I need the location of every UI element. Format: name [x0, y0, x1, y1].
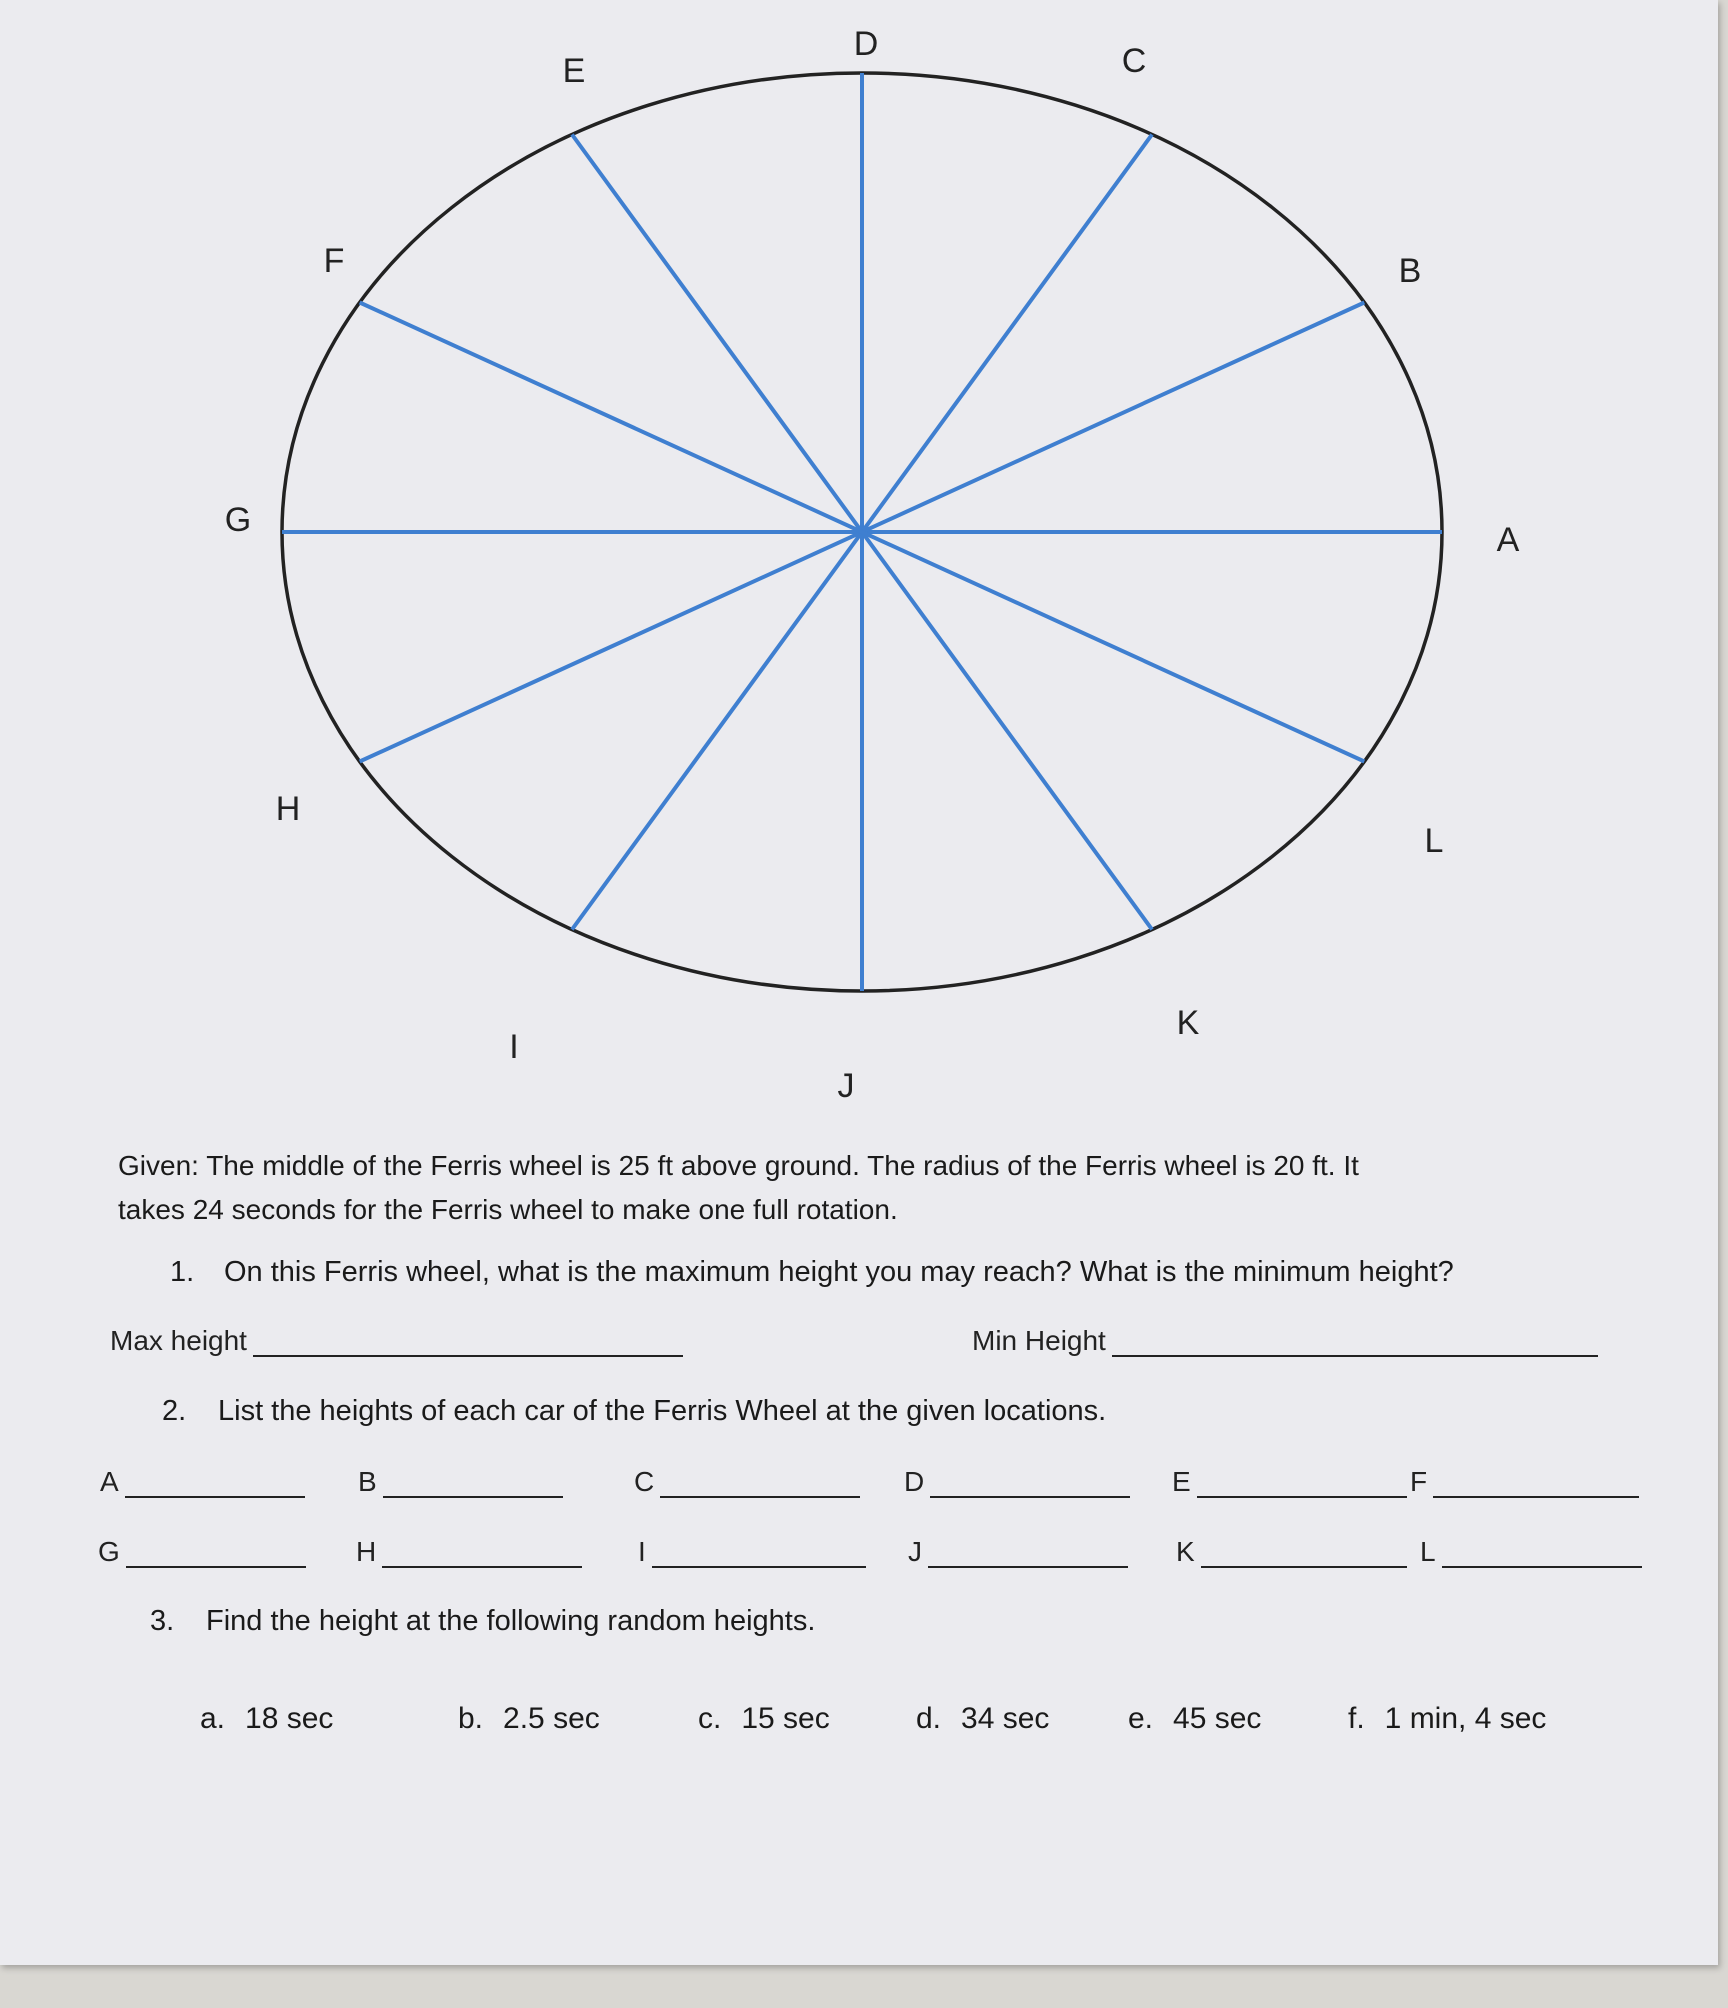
random-time-d-value: 34 sec: [961, 1702, 1050, 1735]
random-time-a: [200, 1702, 333, 1736]
random-time-f: [1348, 1702, 1546, 1736]
question-1-number: 1.: [170, 1256, 195, 1288]
blank-B: [358, 1466, 563, 1498]
blank-label-K: K: [1176, 1536, 1195, 1567]
max-height-field: [110, 1325, 683, 1357]
random-time-b: [458, 1702, 600, 1736]
random-time-c-marker: c.: [698, 1702, 722, 1735]
point-label-E: E: [562, 52, 586, 90]
random-time-b-value: 2.5 sec: [503, 1702, 600, 1735]
blank-label-C: C: [634, 1466, 655, 1497]
blank-G: [98, 1536, 306, 1568]
question-3-number: 3.: [150, 1605, 175, 1637]
point-label-D: D: [853, 25, 879, 63]
point-label-F: F: [323, 242, 345, 280]
point-label-G: G: [224, 501, 252, 539]
answer-line-B[interactable]: [383, 1468, 563, 1498]
blank-E: [1172, 1466, 1407, 1498]
blank-J: [908, 1536, 1128, 1568]
point-label-K: K: [1176, 1004, 1200, 1042]
random-time-a-marker: a.: [200, 1702, 226, 1735]
max-height-blank[interactable]: [253, 1327, 683, 1357]
blank-C: [634, 1466, 860, 1498]
answer-line-H[interactable]: [382, 1538, 582, 1568]
point-label-J: J: [837, 1067, 855, 1105]
blank-label-B: B: [358, 1466, 377, 1497]
blank-A: [100, 1466, 305, 1498]
point-label-A: A: [1496, 521, 1520, 559]
given-line-2: takes 24 seconds for the Ferris wheel to make one full rotation.: [118, 1194, 898, 1225]
answer-line-K[interactable]: [1201, 1538, 1407, 1568]
random-time-c-value: 15 sec: [741, 1702, 830, 1735]
blank-label-I: I: [638, 1536, 646, 1567]
random-time-a-value: 18 sec: [245, 1702, 334, 1735]
random-time-f-marker: f.: [1348, 1702, 1365, 1735]
point-label-L: L: [1424, 822, 1444, 860]
blank-F: [1410, 1466, 1639, 1498]
random-time-e: [1128, 1702, 1261, 1736]
answer-line-A[interactable]: [125, 1468, 305, 1498]
given-line-1: Given: The middle of the Ferris wheel is 25 ft above ground. The radius of the Ferris wheel is 20 ft. It: [118, 1150, 1359, 1181]
blank-label-A: A: [100, 1466, 119, 1497]
min-height-field: [972, 1325, 1598, 1357]
wheel-point-labels: [225, 25, 1520, 1105]
blank-label-F: F: [1410, 1466, 1428, 1497]
random-time-c: [698, 1702, 830, 1736]
point-label-H: H: [275, 790, 301, 828]
answer-line-G[interactable]: [126, 1538, 306, 1568]
answer-line-F[interactable]: [1433, 1468, 1639, 1498]
blank-label-G: G: [98, 1536, 120, 1567]
random-time-e-value: 45 sec: [1173, 1702, 1262, 1735]
blank-K: [1176, 1536, 1407, 1568]
blank-I: [638, 1536, 866, 1568]
question-1-text: On this Ferris wheel, what is the maximum height you may reach? What is the minimum height?: [224, 1256, 1454, 1288]
blank-label-D: D: [904, 1466, 925, 1497]
answer-line-L[interactable]: [1442, 1538, 1642, 1568]
blank-label-J: J: [908, 1536, 922, 1567]
point-label-I: I: [509, 1028, 519, 1066]
question-3-text: Find the height at the following random heights.: [206, 1605, 816, 1637]
min-height-label: Min Height: [972, 1325, 1106, 1356]
answer-line-E[interactable]: [1197, 1468, 1407, 1498]
answer-line-J[interactable]: [928, 1538, 1128, 1568]
blank-D: [904, 1466, 1130, 1498]
answer-line-I[interactable]: [652, 1538, 866, 1568]
random-time-f-value: 1 min, 4 sec: [1384, 1702, 1547, 1735]
random-time-b-marker: b.: [458, 1702, 484, 1735]
blank-H: [356, 1536, 582, 1568]
random-time-d: [916, 1702, 1049, 1736]
point-label-B: B: [1398, 252, 1422, 290]
blank-label-E: E: [1172, 1466, 1191, 1497]
blank-label-H: H: [356, 1536, 377, 1567]
answer-line-D[interactable]: [930, 1468, 1130, 1498]
random-time-d-marker: d.: [916, 1702, 942, 1735]
question-2-text: List the heights of each car of the Ferris Wheel at the given locations.: [218, 1395, 1107, 1427]
answer-line-C[interactable]: [660, 1468, 860, 1498]
blank-L: [1420, 1536, 1642, 1568]
max-height-label: Max height: [110, 1325, 247, 1356]
question-2-number: 2.: [162, 1395, 187, 1427]
wheel-spokes: [282, 73, 1442, 991]
blank-label-L: L: [1420, 1536, 1436, 1567]
min-height-blank[interactable]: [1112, 1327, 1598, 1357]
point-label-C: C: [1121, 42, 1147, 80]
random-time-e-marker: e.: [1128, 1702, 1154, 1735]
